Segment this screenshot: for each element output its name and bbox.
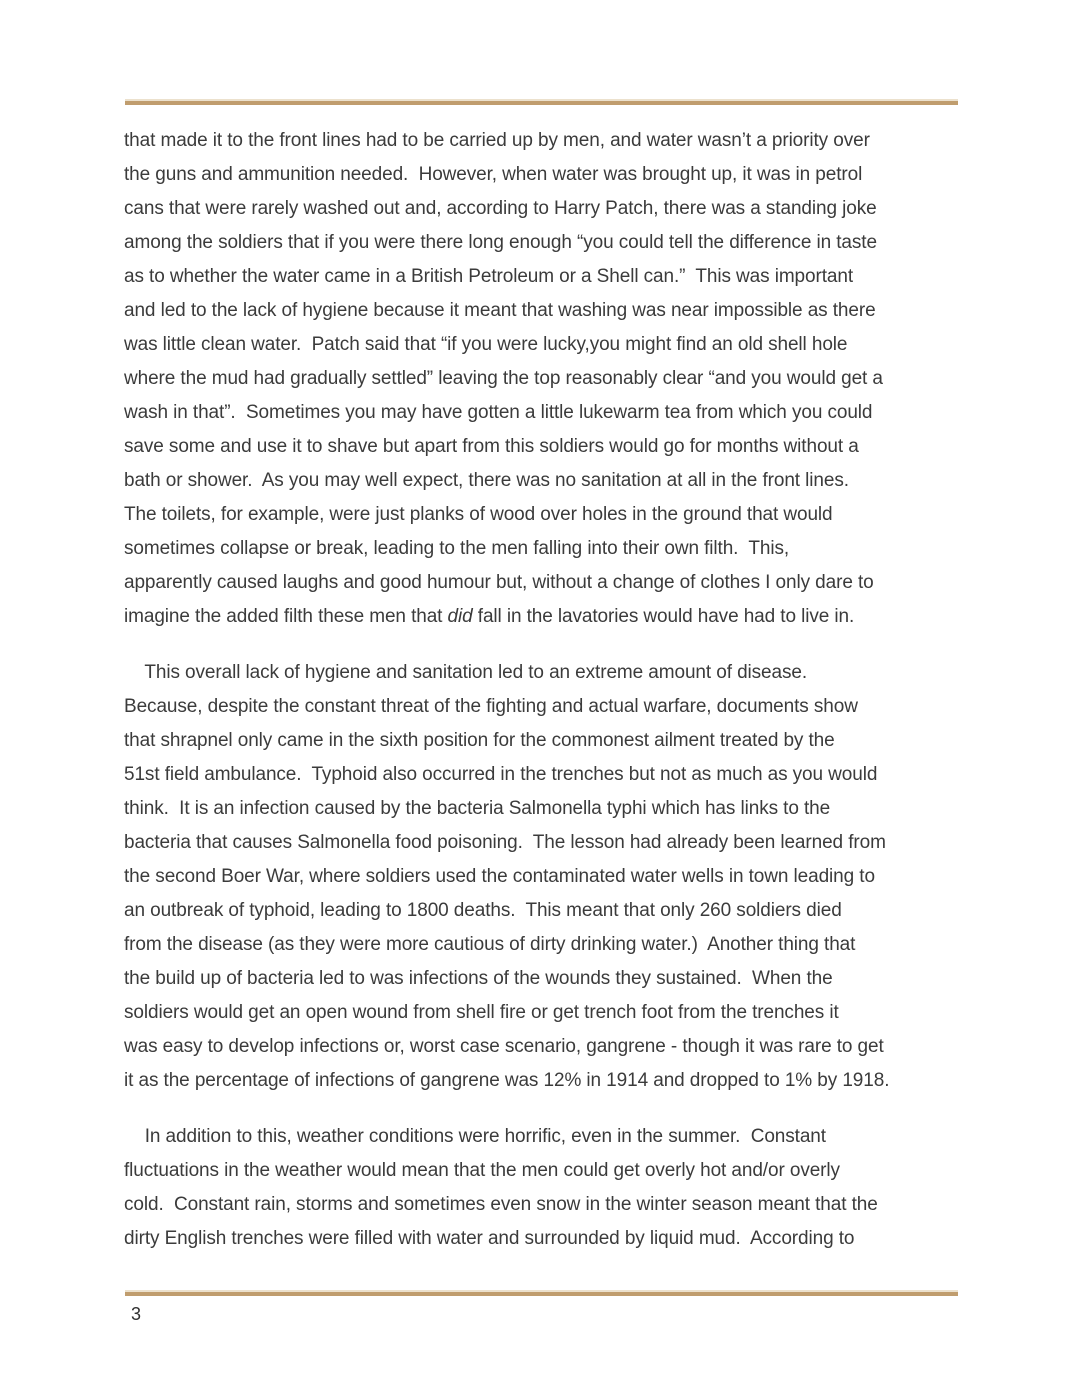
top-border-rule (125, 99, 958, 105)
text-line: This overall lack of hygiene and sanitation led to an extreme amount of disease. (124, 662, 808, 683)
text-line: that shrapnel only came in the sixth position for the commonest ailment treated by the (124, 730, 835, 751)
text-line: wash in that”. Sometimes you may have gotten a little lukewarm tea from which you could (124, 402, 873, 423)
text-line: that made it to the front lines had to be carried up by men, and water wasn’t a priority over (124, 130, 870, 151)
text-line: where the mud had gradually settled” leaving the top reasonably clear “and you would get a (124, 368, 883, 389)
bottom-border-rule (125, 1290, 958, 1296)
text-line: bath or shower. As you may well expect, there was no sanitation at all in the front lines. (124, 470, 849, 491)
document-body (124, 124, 964, 1278)
text-line: the second Boer War, where soldiers used the contaminated water wells in town leading to (124, 866, 875, 887)
text-line: the guns and ammunition needed. However, when water was brought up, it was in petrol (124, 164, 863, 185)
text-line: The toilets, for example, were just planks of wood over holes in the ground that would (124, 504, 833, 525)
text-line: In addition to this, weather conditions were horrific, even in the summer. Constant (124, 1126, 826, 1147)
text-line: dirty English trenches were filled with water and surrounded by liquid mud. According to (124, 1228, 855, 1249)
text-line: save some and use it to shave but apart from this soldiers would go for months without a (124, 436, 859, 457)
paragraph (124, 1120, 964, 1256)
text-line: as to whether the water came in a British Petroleum or a Shell can.” This was important (124, 266, 854, 287)
text-line: bacteria that causes Salmonella food poisoning. The lesson had already been learned from (124, 832, 886, 853)
text-line: an outbreak of typhoid, leading to 1800 deaths. This meant that only 260 soldiers died (124, 900, 842, 921)
text-line: was little clean water. Patch said that “if you were lucky,you might find an old shell hole (124, 334, 848, 355)
text-line: the build up of bacteria led to was infections of the wounds they sustained. When the (124, 968, 833, 989)
text-line: fluctuations in the weather would mean that the men could get overly hot and/or overly (124, 1160, 840, 1181)
text-line: think. It is an infection caused by the bacteria Salmonella typhi which has links to the (124, 798, 831, 819)
text-line: sometimes collapse or break, leading to the men falling into their own filth. This, (124, 538, 790, 559)
text-line: and led to the lack of hygiene because it meant that washing was near impossible as there (124, 300, 876, 321)
text-line: 51st field ambulance. Typhoid also occurred in the trenches but not as much as you would (124, 764, 878, 785)
text-line: Because, despite the constant threat of the fighting and actual warfare, documents show (124, 696, 858, 717)
text-line: imagine the added filth these men that did fall in the lavatories would have had to live in. (124, 606, 855, 627)
text-line: among the soldiers that if you were there long enough “you could tell the difference in taste (124, 232, 877, 253)
page-number: 3 (131, 1304, 142, 1324)
text-line: was easy to develop infections or, worst case scenario, gangrene - though it was rare to get (124, 1036, 884, 1057)
paragraph (124, 124, 964, 634)
paragraph (124, 656, 964, 1098)
text-line: it as the percentage of infections of gangrene was 12% in 1914 and dropped to 1% by 1918. (124, 1070, 890, 1091)
text-line: soldiers would get an open wound from shell fire or get trench foot from the trenches it (124, 1002, 839, 1023)
text-line: from the disease (as they were more cautious of dirty drinking water.) Another thing that (124, 934, 856, 955)
text-line: apparently caused laughs and good humour but, without a change of clothes I only dare to (124, 572, 874, 593)
text-line: cold. Constant rain, storms and sometimes even snow in the winter season meant that the (124, 1194, 878, 1215)
text-line: cans that were rarely washed out and, according to Harry Patch, there was a standing joke (124, 198, 877, 219)
